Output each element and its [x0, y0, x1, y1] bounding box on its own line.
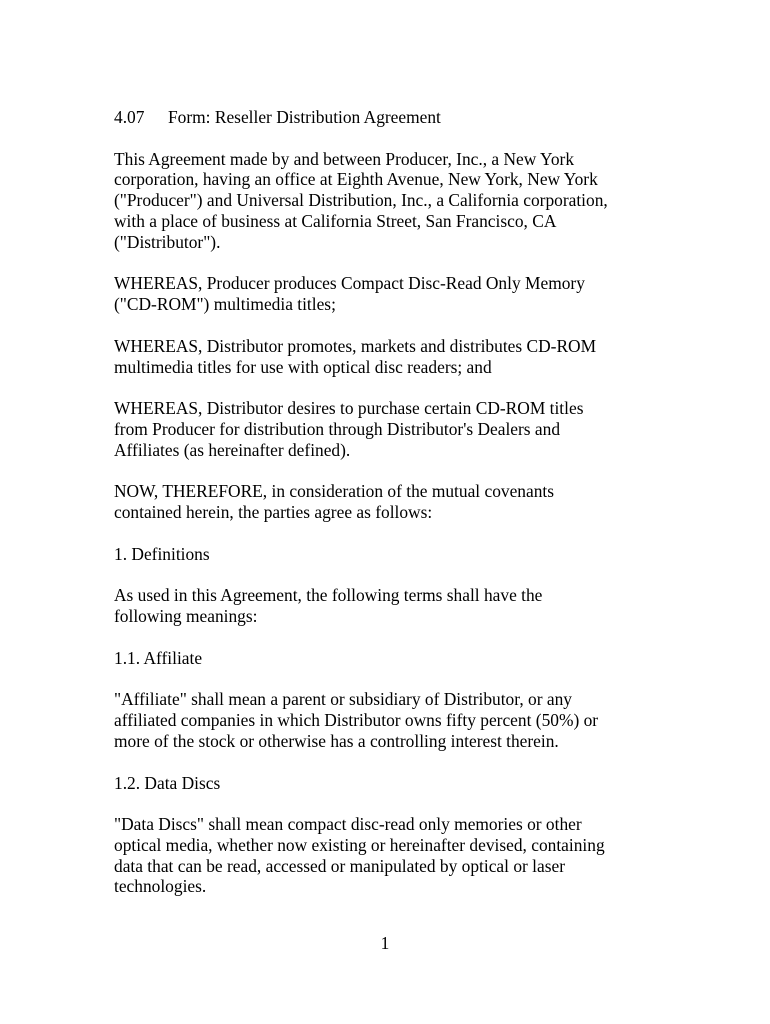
text-line: corporation, having an office at Eighth Avenue, New York, New York [114, 169, 598, 190]
text-line: contained herein, the parties agree as follows: [114, 502, 433, 523]
heading-number: 4.07 [114, 107, 145, 127]
text-line: WHEREAS, Distributor desires to purchase certain CD-ROM titles [114, 398, 584, 419]
definitions-intro-paragraph [114, 585, 674, 627]
page-number: 1 [380, 933, 390, 953]
text-line: technologies. [114, 876, 207, 897]
text-line: WHEREAS, Producer produces Compact Disc-Read Only Memory [114, 273, 585, 294]
text-line: following meanings: [114, 606, 258, 627]
text-line: WHEREAS, Distributor promotes, markets and distributes CD-ROM [114, 335, 597, 356]
text-line: data that can be read, accessed or manipulated by optical or laser [114, 855, 565, 876]
text-line: Affiliates (as hereinafter defined). [114, 439, 351, 460]
text-line: 1.1. Affiliate [114, 647, 203, 668]
text-line: NOW, THEREFORE, in consideration of the mutual covenants [114, 481, 555, 502]
heading-title: Form: Reseller Distribution Agreement [168, 107, 441, 127]
text-line: 1. Definitions [114, 543, 210, 564]
text-line: optical media, whether now existing or hereinafter devised, containing [114, 834, 605, 855]
text-line: "Data Discs" shall mean compact disc-read only memories or other [114, 814, 582, 835]
text-line: ("Distributor"). [114, 231, 221, 252]
document-heading [114, 107, 674, 128]
text-line: As used in this Agreement, the following terms shall have the [114, 585, 543, 606]
text-line: ("Producer") and Universal Distribution, Inc., a California corporation, [114, 190, 608, 211]
text-line: more of the stock or otherwise has a controlling interest therein. [114, 730, 559, 751]
text-line: with a place of business at California Street, San Francisco, CA [114, 210, 557, 231]
whereas-paragraph-1 [114, 273, 674, 315]
section-heading-definitions [114, 544, 674, 565]
text-line: This Agreement made by and between Producer, Inc., a New York [114, 148, 575, 169]
whereas-paragraph-2 [114, 336, 674, 378]
text-line: 1.2. Data Discs [114, 772, 221, 793]
intro-paragraph [114, 149, 674, 253]
text-line: affiliated companies in which Distributor owns fifty percent (50%) or [114, 710, 599, 731]
data-discs-definition-paragraph [114, 814, 674, 897]
affiliate-definition-paragraph [114, 689, 674, 751]
whereas-paragraph-3 [114, 398, 674, 460]
paragraph-list [114, 149, 674, 898]
document-body [114, 107, 674, 918]
subsection-heading-data-discs [114, 773, 674, 794]
subsection-heading-affiliate [114, 648, 674, 669]
now-therefore-paragraph [114, 481, 674, 523]
text-line: multimedia titles for use with optical disc readers; and [114, 356, 492, 377]
text-line: from Producer for distribution through Distributor's Dealers and [114, 418, 561, 439]
text-line: "Affiliate" shall mean a parent or subsidiary of Distributor, or any [114, 689, 572, 710]
text-line: ("CD-ROM") multimedia titles; [114, 294, 336, 315]
